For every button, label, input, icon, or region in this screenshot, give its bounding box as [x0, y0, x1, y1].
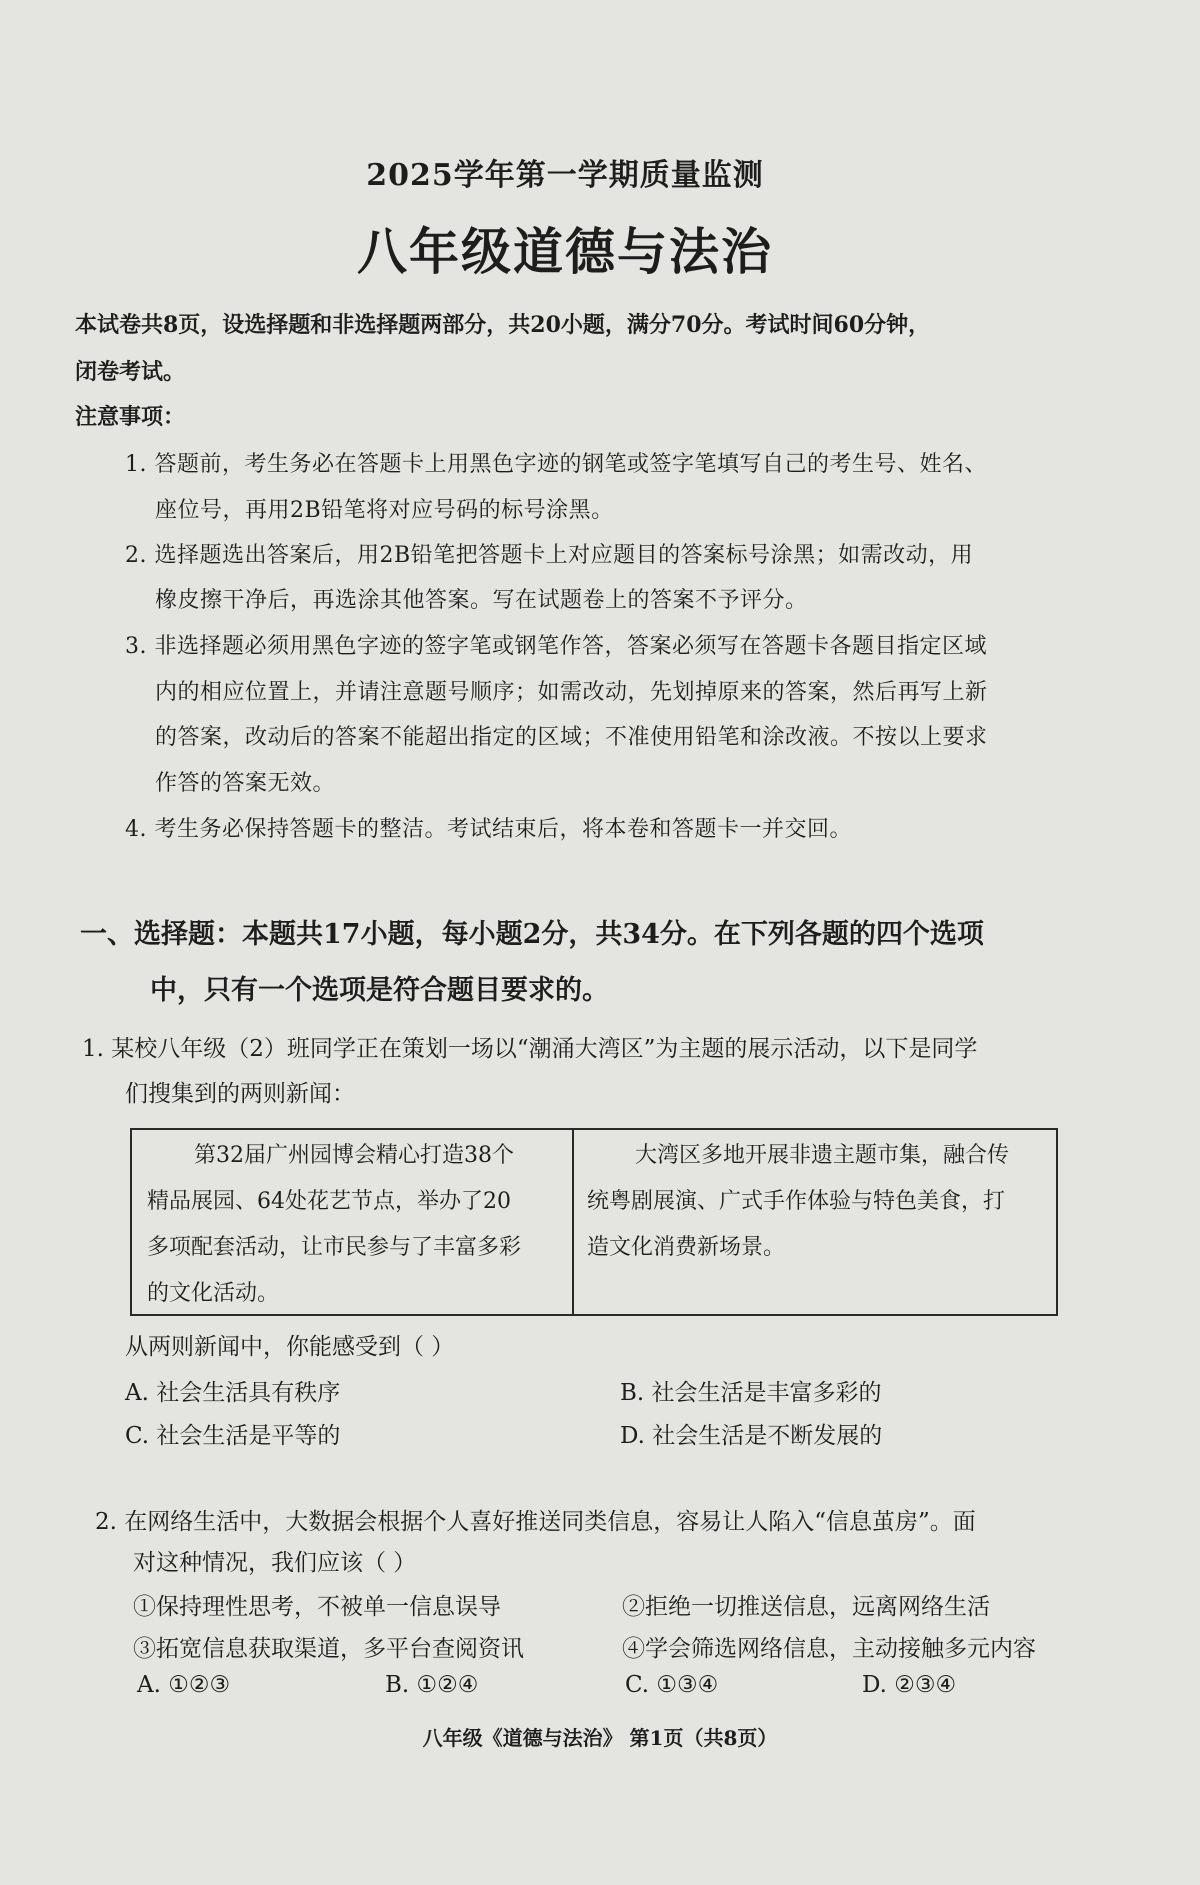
- notice-line: 作答的答案无效。: [155, 771, 336, 796]
- q2-item-2: ②拒绝一切推送信息，远离网络生活: [622, 1594, 990, 1620]
- news-left-line: 多项配套活动，让市民参与了丰富多彩: [147, 1235, 522, 1260]
- notice-line: 内的相应位置上，并请注意题号顺序；如需改动，先划掉原来的答案，然后再写上新: [155, 680, 988, 705]
- notice-heading: 注意事项：: [75, 404, 186, 430]
- news-right-line: 统粤剧展演、广式手作体验与特色美食，打: [587, 1189, 1006, 1214]
- page-footer: 八年级《道德与法治》 第1页（共8页）: [422, 1726, 778, 1750]
- notice-line: 2. 选择题选出答案后，用2B铅笔把答题卡上对应题目的答案标号涂黑；如需改动，用: [125, 543, 974, 568]
- news-right-line: 造文化消费新场景。: [587, 1235, 786, 1260]
- q2-option-c: C. ①③④: [625, 1672, 719, 1698]
- notice-line: 座位号，再用2B铅笔将对应号码的标号涂黑。: [155, 498, 614, 523]
- exam-title: 八年级道德与法治: [357, 222, 773, 281]
- q2-option-b: B. ①②④: [385, 1672, 479, 1698]
- news-table: [130, 1128, 1058, 1316]
- notice-line: 的答案，改动后的答案不能超出指定的区域；不准使用铅笔和涂改液。不按以上要求: [155, 725, 988, 750]
- question-2-line-2: 对这种情况，我们应该（ ）: [133, 1550, 417, 1576]
- q2-option-a: A. ①②③: [137, 1672, 231, 1698]
- q1-option-d: D. 社会生活是不断发展的: [620, 1423, 883, 1449]
- q2-option-d: D. ②③④: [862, 1672, 957, 1698]
- notice-line: 1. 答题前，考生务必在答题卡上用黑色字迹的钢笔或签字笔填写自己的考生号、姓名、: [125, 452, 987, 477]
- news-right-line: 大湾区多地开展非遗主题市集，融合传: [635, 1143, 1010, 1168]
- notice-line: 橡皮擦干净后，再选涂其他答案。写在试题卷上的答案不予评分。: [155, 588, 808, 613]
- news-left-line: 第32届广州园博会精心打造38个: [194, 1143, 514, 1168]
- news-table-divider: [572, 1130, 574, 1314]
- question-1-stem: 从两则新闻中，你能感受到（ ）: [125, 1334, 455, 1360]
- notice-line: 4. 考生务必保持答题卡的整洁。考试结束后，将本卷和答题卡一并交回。: [125, 817, 852, 842]
- news-left-line: 的文化活动。: [147, 1281, 280, 1306]
- section-heading-line-2: 中，只有一个选项是符合题目要求的。: [150, 975, 609, 1006]
- question-2-line-1: 2. 在网络生活中，大数据会根据个人喜好推送同类信息，容易让人陷入“信息茧房”。面: [95, 1509, 976, 1535]
- notice-line: 3. 非选择题必须用黑色字迹的签字笔或钢笔作答，答案必须写在答题卡各题目指定区域: [125, 634, 987, 659]
- q1-option-b: B. 社会生活是丰富多彩的: [620, 1380, 882, 1406]
- q1-option-a: A. 社会生活具有秩序: [125, 1380, 341, 1406]
- intro-line-1: 本试卷共8页，设选择题和非选择题两部分，共20小题，满分70分。考试时间60分钟，: [75, 312, 931, 338]
- q2-item-4: ④学会筛选网络信息，主动接触多元内容: [622, 1636, 1036, 1662]
- q2-item-1: ①保持理性思考，不被单一信息误导: [133, 1594, 501, 1620]
- question-1-line-1: 1. 某校八年级（2）班同学正在策划一场以“潮涌大湾区”为主题的展示活动，以下是同学: [82, 1036, 978, 1062]
- exam-subtitle: 2025学年第一学期质量监测: [366, 158, 764, 193]
- section-heading-line-1: 一、选择题：本题共17小题，每小题2分，共34分。在下列各题的四个选项: [80, 919, 984, 950]
- news-left-line: 精品展园、64处花艺节点，举办了20: [147, 1189, 511, 1214]
- intro-line-2: 闭卷考试。: [75, 359, 186, 385]
- question-1-line-2: 们搜集到的两则新闻：: [125, 1081, 355, 1107]
- q1-option-c: C. 社会生活是平等的: [125, 1423, 341, 1449]
- q2-item-3: ③拓宽信息获取渠道，多平台查阅资讯: [133, 1636, 524, 1662]
